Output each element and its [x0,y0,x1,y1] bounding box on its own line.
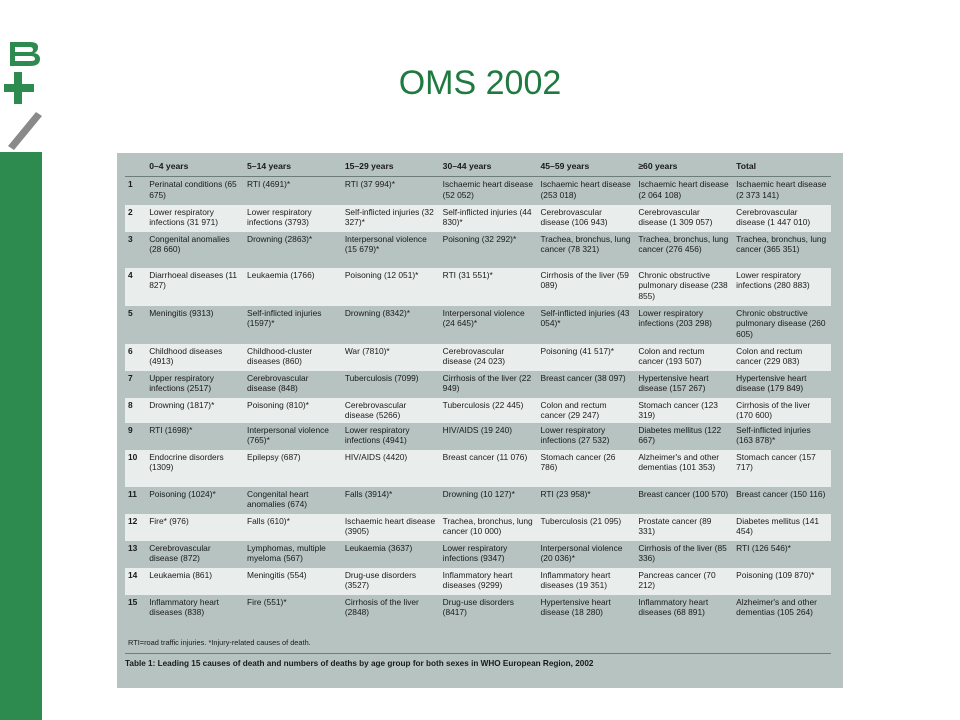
table-cell: Tuberculosis (21 095) [538,514,636,541]
table-cell: Tuberculosis (22 445) [440,398,538,423]
table-row [125,423,831,450]
table-cell: Fire* (976) [146,514,244,541]
table-cell: RTI (126 546)* [733,541,831,568]
table-cell: Inflammatory heart diseases (19 351) [538,568,636,595]
table-cell: Cerebrovascular disease (24 023) [440,344,538,371]
table-cell: Drowning (1817)* [146,398,244,423]
table-cell: Drug-use disorders (3527) [342,568,440,595]
table-cell: Ischaemic heart disease (253 018) [538,177,636,205]
table-cell: Cerebrovascular disease (872) [146,541,244,568]
table-row [125,344,831,371]
table-cell: Hypertensive heart disease (157 267) [635,371,733,398]
row-rank: 11 [125,487,146,514]
slide-title: OMS 2002 [398,64,562,102]
table-cell: Self-inflicted injuries (1597)* [244,306,342,344]
table-cell: Leukaemia (861) [146,568,244,595]
table-cell: Lower respiratory infections (280 883) [733,268,831,306]
table-cell: Cerebrovascular disease (1 309 057) [635,205,733,232]
table-cell: Self-inflicted injuries (163 878)* [733,423,831,450]
table-cell: Colon and rectum cancer (193 507) [635,344,733,371]
table-row [125,595,831,633]
header-45-59: 45–59 years [538,157,636,177]
header-total: Total [733,157,831,177]
table-cell: Interpersonal violence (15 679)* [342,232,440,268]
table-cell: RTI (1698)* [146,423,244,450]
row-rank: 1 [125,177,146,205]
row-rank: 2 [125,205,146,232]
table-cell: Lower respiratory infections (9347) [440,541,538,568]
row-rank: 4 [125,268,146,306]
table-cell: Diabetes mellitus (122 667) [635,423,733,450]
table-cell: Breast cancer (150 116) [733,487,831,514]
table-cell: Diarrhoeal diseases (11 827) [146,268,244,306]
table-cell: Drowning (10 127)* [440,487,538,514]
row-rank: 8 [125,398,146,423]
table-cell: Trachea, bronchus, lung cancer (276 456) [635,232,733,268]
table-cell: Congenital heart anomalies (674) [244,487,342,514]
table-cell: Lower respiratory infections (203 298) [635,306,733,344]
table-cell: Cirrhosis of the liver (85 336) [635,541,733,568]
table-cell: Colon and rectum cancer (29 247) [538,398,636,423]
table-cell: Cerebrovascular disease (1 447 010) [733,205,831,232]
table-cell: Cirrhosis of the liver (22 949) [440,371,538,398]
table-cell: Interpersonal violence (765)* [244,423,342,450]
header-30-44: 30–44 years [440,157,538,177]
table-cell: Inflammatory heart diseases (9299) [440,568,538,595]
table-cell: Chronic obstructive pulmonary disease (238 855) [635,268,733,306]
table-cell: Hypertensive heart disease (179 849) [733,371,831,398]
table-cell: Inflammatory heart diseases (68 891) [635,595,733,633]
table-cell: Diabetes mellitus (141 454) [733,514,831,541]
table-cell: Inflammatory heart diseases (838) [146,595,244,633]
table-cell: Cerebrovascular disease (848) [244,371,342,398]
logo-slash [8,112,42,150]
table-cell: Lymphomas, multiple myeloma (567) [244,541,342,568]
row-rank: 5 [125,306,146,344]
table-cell: Interpersonal violence (20 036)* [538,541,636,568]
table-cell: Prostate cancer (89 331) [635,514,733,541]
table-cell: RTI (23 958)* [538,487,636,514]
table-cell: Poisoning (810)* [244,398,342,423]
row-rank: 9 [125,423,146,450]
table-cell: Self-inflicted injuries (43 054)* [538,306,636,344]
row-rank: 7 [125,371,146,398]
table-cell: Congenital anomalies (28 660) [146,232,244,268]
table-cell: Endocrine disorders (1309) [146,450,244,487]
table-cell: Trachea, bronchus, lung cancer (78 321) [538,232,636,268]
table-cell: Lower respiratory infections (4941) [342,423,440,450]
table-cell: Self-inflicted injuries (32 327)* [342,205,440,232]
header-5-14: 5–14 years [244,157,342,177]
table-cell: Colon and rectum cancer (229 083) [733,344,831,371]
table-cell: Falls (610)* [244,514,342,541]
table-cell: Poisoning (109 870)* [733,568,831,595]
table-cell: Epilepsy (687) [244,450,342,487]
table-cell: Self-inflicted injuries (44 830)* [440,205,538,232]
table-cell: Stomach cancer (157 717) [733,450,831,487]
causes-of-death-table [125,157,831,633]
table-cell: Tuberculosis (7099) [342,371,440,398]
row-rank: 13 [125,541,146,568]
table-cell: Drowning (8342)* [342,306,440,344]
table-row [125,177,831,205]
table-cell: RTI (37 994)* [342,177,440,205]
table-row [125,306,831,344]
table-row [125,487,831,514]
row-rank: 10 [125,450,146,487]
table-cell: Ischaemic heart disease (2 064 108) [635,177,733,205]
table-cell: Cirrhosis of the liver (2848) [342,595,440,633]
table-cell: Ischaemic heart disease (2 373 141) [733,177,831,205]
table-cell: HIV/AIDS (4420) [342,450,440,487]
header-rank [125,157,146,177]
table-row [125,514,831,541]
table-cell: Poisoning (32 292)* [440,232,538,268]
table-cell: Cirrhosis of the liver (59 089) [538,268,636,306]
table-row [125,398,831,423]
table-cell: Trachea, bronchus, lung cancer (365 351) [733,232,831,268]
table-cell: Fire (551)* [244,595,342,633]
table-cell: Alzheimer's and other dementias (101 353) [635,450,733,487]
table-row [125,541,831,568]
header-0-4: 0–4 years [146,157,244,177]
table-cell: Drug-use disorders (8417) [440,595,538,633]
header-15-29: 15–29 years [342,157,440,177]
table-body [125,177,831,633]
table-cell: Ischaemic heart disease (3905) [342,514,440,541]
table-cell: Trachea, bronchus, lung cancer (10 000) [440,514,538,541]
table-cell: Falls (3914)* [342,487,440,514]
table-cell: Lower respiratory infections (27 532) [538,423,636,450]
table-cell: Drowning (2863)* [244,232,342,268]
table-cell: Lower respiratory infections (31 971) [146,205,244,232]
row-rank: 6 [125,344,146,371]
row-rank: 3 [125,232,146,268]
table-cell: Perinatal conditions (65 675) [146,177,244,205]
table-cell: War (7810)* [342,344,440,371]
logo-b-letter [10,42,40,66]
table-cell: Cerebrovascular disease (106 943) [538,205,636,232]
table-header-row [125,157,831,177]
table-row [125,205,831,232]
table-caption: Table 1: Leading 15 causes of death and numbers of deaths by age group for both sexes in WHO European Region, 2002 [125,653,831,668]
table-cell: Stomach cancer (123 319) [635,398,733,423]
table-cell: Pancreas cancer (70 212) [635,568,733,595]
row-rank: 14 [125,568,146,595]
table-cell: Childhood diseases (4913) [146,344,244,371]
table-row [125,268,831,306]
table-cell: Cirrhosis of the liver (170 600) [733,398,831,423]
table-cell: Hypertensive heart disease (18 280) [538,595,636,633]
table-cell: Leukaemia (1766) [244,268,342,306]
left-accent-bar [0,152,42,720]
row-rank: 15 [125,595,146,633]
table-cell: Interpersonal violence (24 645)* [440,306,538,344]
table-cell: RTI (31 551)* [440,268,538,306]
table-cell: Poisoning (1024)* [146,487,244,514]
table-cell: Upper respiratory infections (2517) [146,371,244,398]
table-image [117,153,843,688]
table-row [125,232,831,268]
table-cell: Breast cancer (38 097) [538,371,636,398]
table-cell: Ischaemic heart disease (52 052) [440,177,538,205]
table-cell: Leukaemia (3637) [342,541,440,568]
table-cell: Alzheimer's and other dementias (105 264) [733,595,831,633]
table-row [125,568,831,595]
table-cell: Poisoning (41 517)* [538,344,636,371]
header-60-plus: ≥60 years [635,157,733,177]
table-row [125,371,831,398]
table-cell: Chronic obstructive pulmonary disease (260 605) [733,306,831,344]
table-cell: RTI (4691)* [244,177,342,205]
row-rank: 12 [125,514,146,541]
table-cell: Meningitis (554) [244,568,342,595]
table-cell: Breast cancer (100 570) [635,487,733,514]
table-cell: Childhood-cluster diseases (860) [244,344,342,371]
table-footnote: RTI=road traffic injuries. *Injury-related causes of death. [128,638,311,647]
table-cell: Breast cancer (11 076) [440,450,538,487]
table-row [125,450,831,487]
table-cell: Meningitis (9313) [146,306,244,344]
table-cell: Lower respiratory infections (3793) [244,205,342,232]
table-cell: Stomach cancer (26 786) [538,450,636,487]
table-cell: Cerebrovascular disease (5266) [342,398,440,423]
table-cell: Poisoning (12 051)* [342,268,440,306]
table-cell: HIV/AIDS (19 240) [440,423,538,450]
